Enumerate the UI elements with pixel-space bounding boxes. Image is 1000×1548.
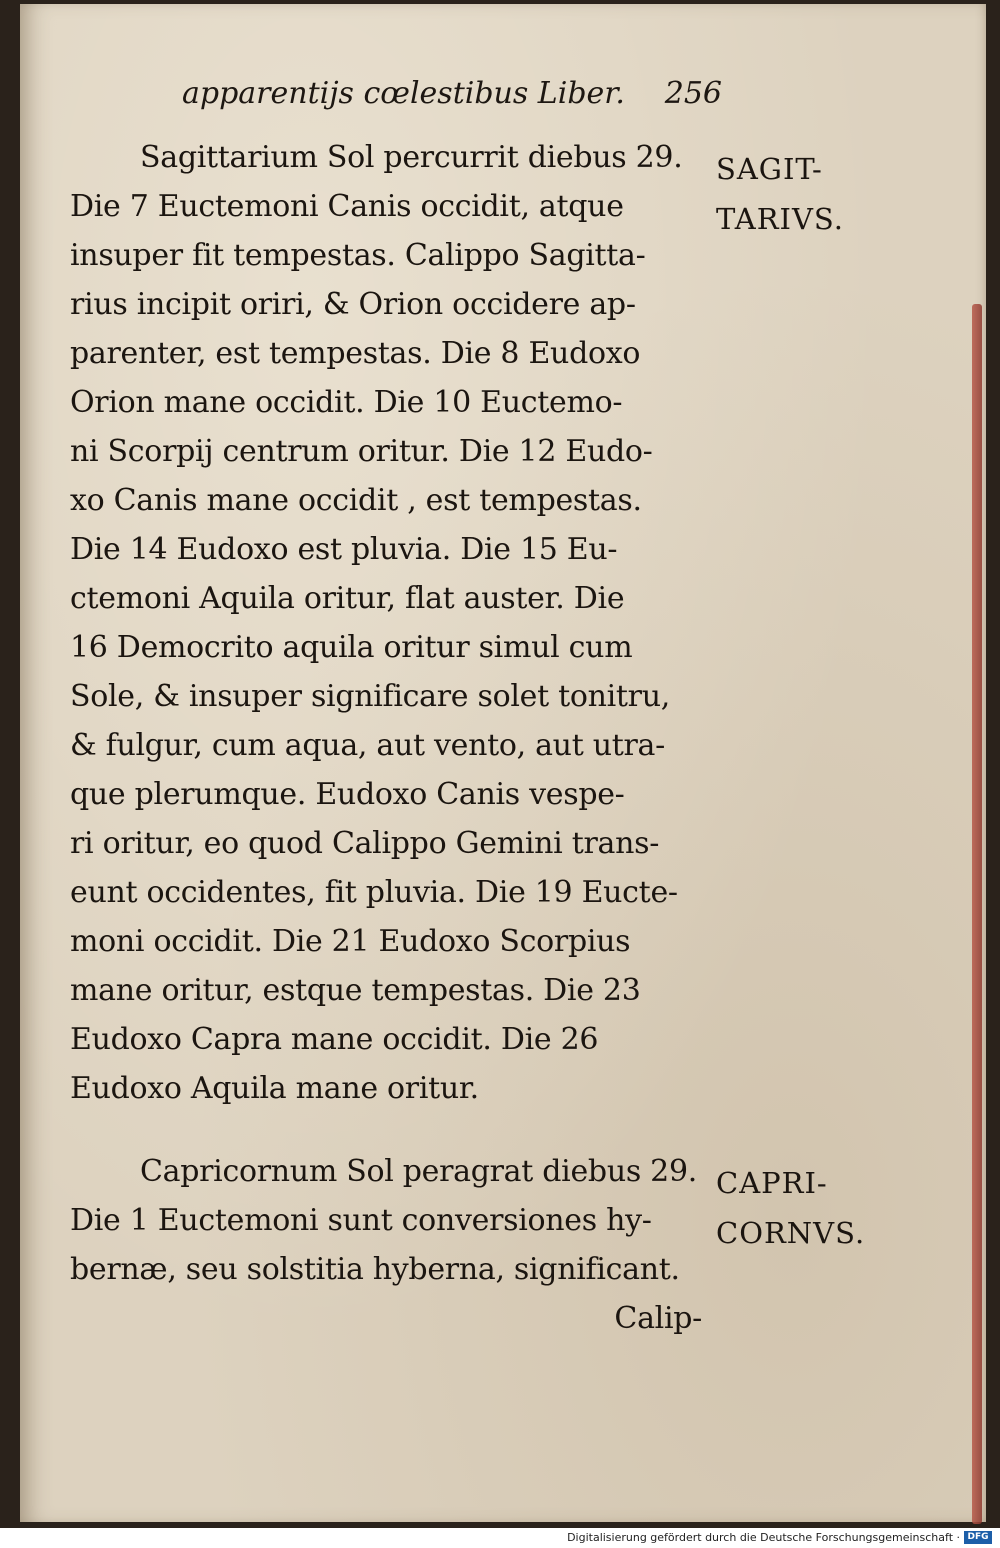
margin-note-line: CORNVS. [716,1216,866,1250]
text-line: Eudoxo Aquila mane oritur. [70,1071,479,1106]
text-line: Die 1 Euctemoni sunt conversiones hy- [70,1203,652,1238]
catchword: Calip- [614,1301,702,1336]
text-line: Die 7 Euctemoni Canis occidit, atque [70,189,624,224]
text-line: insuper fit tempestas. Calippo Sagitta- [70,238,646,273]
text-line: mane oritur, estque tempestas. Die 23 [70,973,641,1008]
footer-credit: Digitalisierung gefördert durch die Deutsche Forschungsgemeinschaft · [567,1531,960,1544]
text-line: ctemoni Aquila oritur, flat auster. Die [70,581,625,616]
text-line: eunt occidentes, fit pluvia. Die 19 Eucte- [70,875,678,910]
text-line: rius incipit oriri, & Orion occidere ap- [70,287,636,322]
text-line: moni occidit. Die 21 Eudoxo Scorpius [70,924,631,959]
running-header [182,76,722,111]
digitization-footer [0,1528,1000,1548]
margin-note-line: TARIVS. [716,202,844,236]
margin-note-line: CAPRI- [716,1166,828,1200]
text-line: Orion mane occidit. Die 10 Euctemo- [70,385,623,420]
paragraph-sagittarius [70,133,702,1113]
text-line: Capricornum Sol peragrat diebus 29. [140,1154,697,1189]
margin-note-line: SAGIT- [716,152,823,186]
page-edge [972,304,982,1524]
text-line: Die 14 Eudoxo est pluvia. Die 15 Eu- [70,532,618,567]
text-line: ni Scorpij centrum oritur. Die 12 Eudo- [70,434,653,469]
paragraph-capricornus [70,1147,702,1343]
page-number: 256 [664,76,722,111]
text-line: que plerumque. Eudoxo Canis vespe- [70,777,625,812]
text-line: Eudoxo Capra mane occidit. Die 26 [70,1022,599,1057]
dfg-logo: DFG [964,1531,992,1544]
running-title: apparentijs cœlestibus Liber. [182,76,625,111]
text-line: Sagittarium Sol percurrit diebus 29. [140,140,683,175]
text-line: bernæ, seu solstitia hyberna, significant. [70,1252,680,1287]
margin-note-capricornus [716,1158,896,1258]
text-line: 16 Democrito aquila oritur simul cum [70,630,633,665]
text-line: & fulgur, cum aqua, aut vento, aut utra- [70,728,665,763]
margin-note-sagittarius [716,144,896,244]
text-line: xo Canis mane occidit , est tempestas. [70,483,642,518]
text-line: parenter, est tempestas. Die 8 Eudoxo [70,336,641,371]
text-line: Sole, & insuper significare solet tonitru, [70,679,670,714]
text-line: ri oritur, eo quod Calippo Gemini trans- [70,826,660,861]
